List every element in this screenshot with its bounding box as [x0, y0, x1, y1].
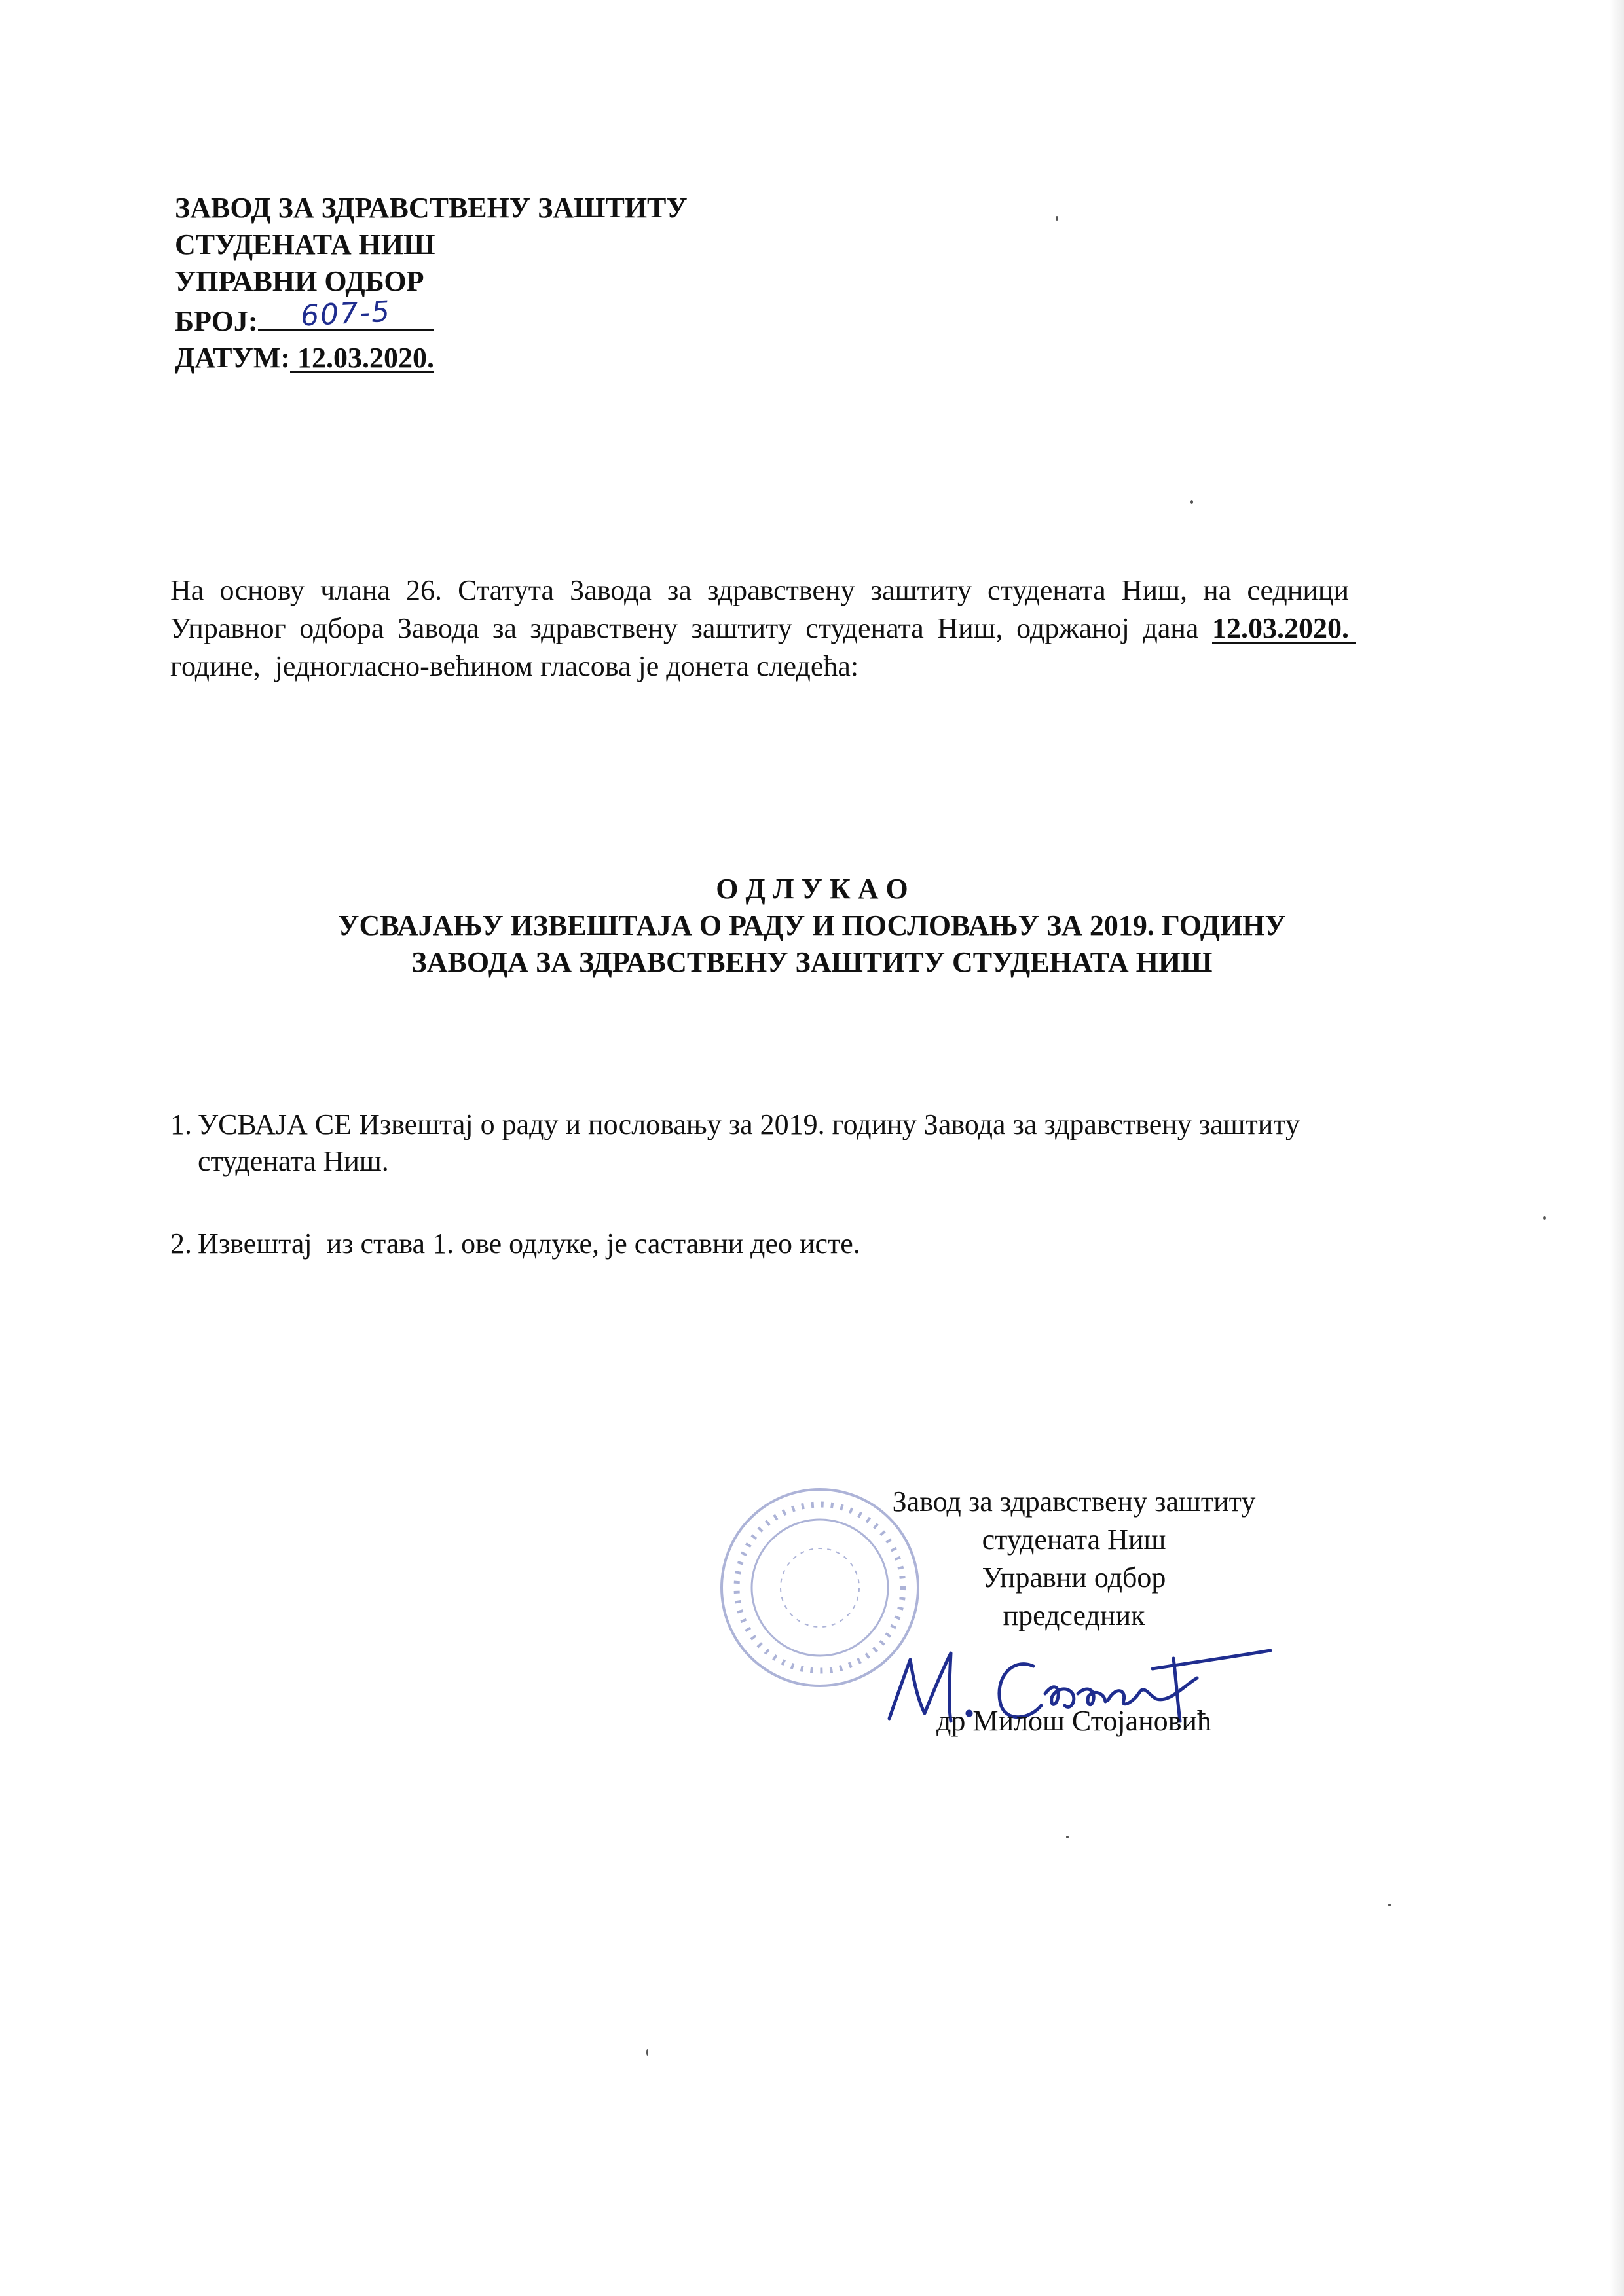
decision-title-line-2: УСВАЈАЊУ ИЗВЕШТАЈА О РАДУ И ПОСЛОВАЊУ ЗА 2019. ГОДИНУ [338, 909, 1286, 941]
decision-title-line-1: О Д Л У К А О [716, 873, 908, 905]
signature-institution-line-1: Завод за здравствену заштиту [892, 1485, 1256, 1518]
scan-speck [1056, 216, 1058, 221]
scan-edge-shadow [1610, 0, 1624, 2296]
scan-speck [1190, 500, 1193, 504]
item-number: 1. [170, 1108, 192, 1140]
decision-items [170, 1106, 1414, 1308]
item-text: Извештај из става 1. ове одлуке, је саставни део исте. [198, 1228, 860, 1260]
document-date [175, 340, 688, 376]
intro-text-after-date: године, једногласно-већином гласова је донета следећа: [170, 612, 1363, 682]
decision-title-line-3: ЗАВОДА ЗА ЗДРАВСТВЕНУ ЗАШТИТУ СТУДЕНАТА НИШ [411, 946, 1213, 978]
list-item [170, 1106, 1414, 1180]
decision-title [0, 871, 1624, 981]
scan-speck [646, 2049, 648, 2056]
intro-text-before-date: На основу члана 26. Статута Завода за здравствену заштиту студената Ниш, на седници Управног одбора Завода за здравствену заштиту студената Ниш, одржаној дана [170, 574, 1349, 644]
institution-name-line-2: СТУДЕНАТА НИШ [175, 228, 435, 261]
document-number-label: БРОЈ: [175, 305, 258, 337]
item-number: 2. [170, 1228, 192, 1260]
document-number-value: 607-5 [299, 295, 392, 333]
document-number-field [258, 295, 434, 333]
scan-speck [1543, 1216, 1546, 1220]
signature-role: председник [1003, 1599, 1145, 1631]
scan-speck [1388, 1904, 1391, 1906]
institution-name-line-1: ЗАВОД ЗА ЗДРАВСТВЕНУ ЗАШТИТУ [175, 192, 688, 224]
document-header [175, 190, 688, 376]
intro-paragraph [170, 572, 1363, 685]
signature-institution-line-2: студената Ниш [982, 1523, 1166, 1556]
scan-speck [1066, 1836, 1069, 1838]
document-date-value: 12.03.2020. [290, 342, 434, 374]
item-text: УСВАЈА СЕ Извештај о раду и пословању за 2019. годину Завода за здравствену заштиту студената Ниш. [198, 1108, 1300, 1177]
document-date-label: ДАТУМ: [175, 342, 290, 374]
signature-block [805, 1483, 1342, 1635]
meeting-date: 12.03.2020. [1212, 612, 1356, 644]
signature-board: Управни одбор [982, 1561, 1166, 1594]
document-number [175, 295, 688, 340]
list-item [170, 1226, 1414, 1262]
signer-name: др Милош Стојановић [936, 1705, 1211, 1737]
board-name: УПРАВНИ ОДБОР [175, 265, 424, 297]
